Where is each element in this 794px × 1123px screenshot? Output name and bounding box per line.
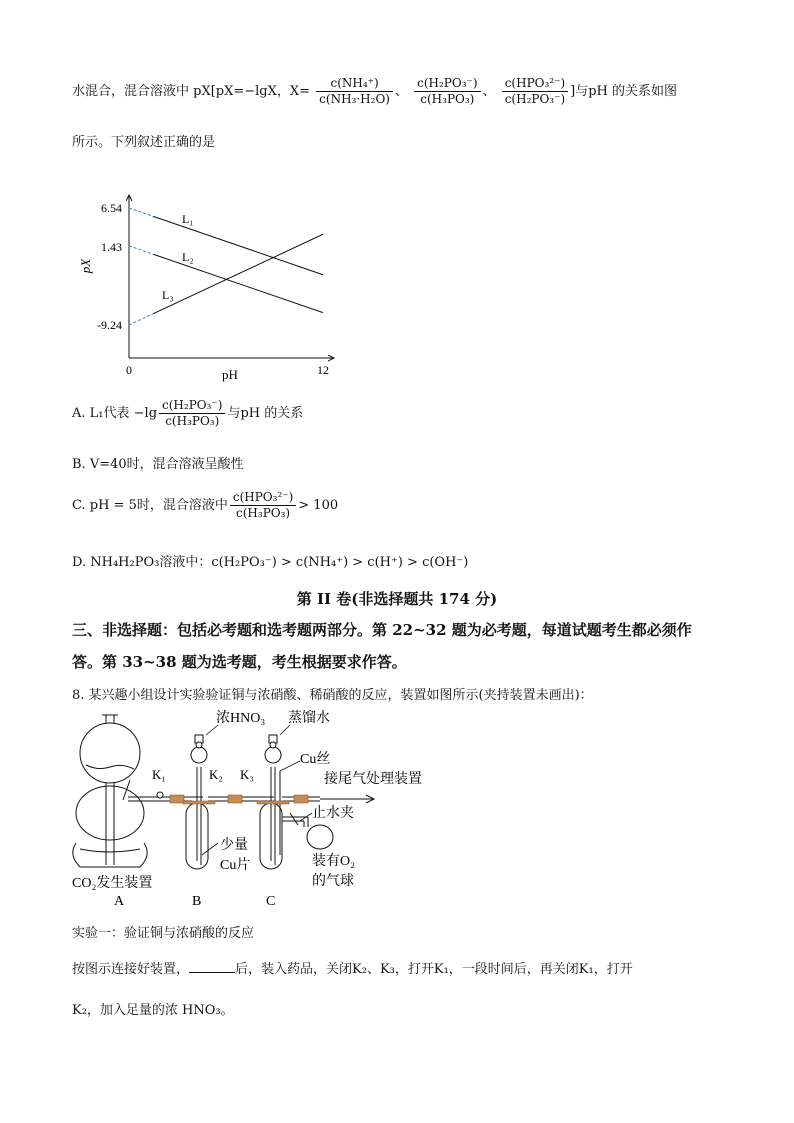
dropping-funnel-c	[265, 747, 281, 763]
kipp-middle-bulb	[76, 786, 144, 840]
option-a-suffix: 与pH 的关系	[227, 406, 304, 421]
dropping-funnel-b	[191, 747, 207, 763]
experiment-1-line-2: K₂，加入足量的浓 HNO₃。	[72, 1003, 234, 1018]
separator: 、	[482, 84, 496, 99]
y-axis-label: pX	[78, 258, 93, 274]
label-b: B	[192, 894, 202, 909]
series-l3-dashed	[129, 314, 153, 325]
intro-suffix: ]与pH 的关系如图	[570, 84, 677, 99]
fraction-denominator: c(H₂PO₃⁻)	[504, 92, 566, 106]
y-tick-label: -9.24	[97, 318, 122, 332]
separator: 、	[394, 84, 408, 99]
series-label-l2: L₂	[182, 250, 194, 264]
label-cu-piece: Cu片	[220, 858, 251, 873]
fraction-nh4	[316, 76, 393, 107]
label-conc-hno3: 浓HNO₃	[216, 711, 266, 726]
exp-text: 按图示连接好装置，	[72, 962, 190, 977]
label-k1: K₁	[152, 767, 166, 782]
series-l3-line	[153, 234, 323, 313]
option-letter: C.	[72, 498, 86, 513]
question-8-intro: 8. 某兴趣小组设计实验验证铜与浓硝酸、稀硝酸的反应，装置如图所示(夹持装置未画出)：	[72, 688, 593, 703]
px-ph-chart	[72, 190, 342, 385]
fraction-hpo3	[502, 76, 568, 107]
option-letter: B.	[72, 457, 86, 472]
question-intro-line	[72, 76, 677, 107]
label-k3: K₃	[240, 767, 254, 782]
section-instructions-line-1: 三、非选择题：包括必考题和选考题两部分。第 22~32 题为必考题，每道试题考生都必须作	[72, 621, 692, 639]
apparatus-diagram	[68, 705, 448, 910]
kipp-bottom-bulb	[73, 843, 147, 867]
option-b-text: V=40时，混合溶液呈酸性	[89, 457, 244, 472]
stopper	[257, 801, 289, 804]
valve-k1-icon	[157, 792, 163, 798]
fraction-denominator: c(NH₃·H₂O)	[319, 92, 390, 106]
x-tick-label: 12	[317, 363, 329, 377]
kipp-top-bulb	[80, 723, 140, 783]
label-co2-generator: CO₂发生装置	[72, 876, 153, 891]
option-letter: A.	[72, 406, 86, 421]
label-tail-gas: 接尾气处理装置	[324, 772, 422, 787]
fraction-numerator: c(H₂PO₃⁻)	[159, 398, 225, 414]
valve-k3-icon	[270, 742, 276, 748]
experiment-1-line-1	[72, 958, 633, 977]
intro-prefix: 水混合，混合溶液中 pX[pX=−lgX，X=	[72, 84, 311, 99]
option-c-prefix: pH = 5时，混合溶液中	[89, 498, 228, 513]
option-d-text: NH₄H₂PO₃溶液中：c(H₂PO₃⁻) > c(NH₄⁺) > c(H⁺) > c(OH⁻)	[90, 555, 469, 570]
label-o2-balloon-2: 的气球	[312, 874, 354, 889]
oxygen-balloon	[307, 825, 333, 849]
fraction-h2po3	[414, 76, 480, 107]
label-little: 少量	[220, 838, 248, 853]
series-l2-line	[153, 254, 323, 312]
label-k2: K₂	[209, 767, 223, 782]
option-a[interactable]	[72, 398, 303, 429]
label-cu-wire: Cu丝	[300, 752, 331, 767]
series-l2-dashed	[129, 246, 153, 254]
rubber-tube	[228, 795, 242, 803]
y-tick-label: 1.43	[101, 240, 122, 254]
series-l1-line	[153, 216, 323, 274]
option-letter: D.	[72, 555, 87, 570]
fraction-numerator: c(HPO₃²⁻)	[230, 490, 296, 506]
x-tick-label: 0	[126, 363, 132, 377]
label-a: A	[114, 894, 125, 909]
option-c-suffix: > 100	[298, 498, 339, 513]
option-a-prefix: L₁代表 −lg	[89, 406, 158, 421]
series-label-l1: L₁	[182, 212, 194, 226]
intro-line-2: 所示。下列叙述正确的是	[72, 135, 216, 150]
fraction-denominator: c(H₃PO₃)	[420, 92, 475, 106]
exp-text: 后，装入药品，关闭K₂、K₃，打开K₁，一段时间后，再关闭K₁，打开	[235, 962, 633, 977]
fraction-numerator: c(HPO₃²⁻)	[502, 76, 568, 92]
label-distilled-water: 蒸馏水	[288, 711, 330, 726]
option-c[interactable]	[72, 490, 338, 521]
fraction-numerator: c(H₂PO₃⁻)	[414, 76, 480, 92]
rubber-tube	[294, 795, 308, 803]
clamp-icon	[290, 813, 298, 825]
section-title: 第 II 卷(非选择题共 174 分)	[296, 590, 498, 608]
label-o2-balloon-1: 装有O₂	[312, 854, 355, 869]
fraction-denominator: c(H₃PO₃)	[236, 506, 291, 520]
fraction-denominator: c(H₃PO₃)	[165, 414, 220, 428]
rubber-tube	[170, 795, 184, 803]
fraction	[159, 398, 225, 429]
stopper	[183, 801, 215, 804]
label-clamp: 止水夹	[312, 806, 354, 821]
series-label-l3: L₃	[162, 288, 174, 302]
x-axis-label: pH	[222, 367, 238, 382]
y-tick-label: 6.54	[101, 201, 122, 215]
experiment-1-title: 实验一：验证铜与浓硝酸的反应	[72, 926, 255, 941]
valve-k2-icon	[196, 742, 202, 748]
answer-blank[interactable]	[189, 960, 235, 973]
label-c: C	[266, 894, 276, 909]
section-instructions-line-2: 答。第 33~38 题为选考题，考生根据要求作答。	[72, 653, 407, 671]
fraction-numerator: c(NH₄⁺)	[316, 76, 393, 92]
series-l1-dashed	[129, 208, 153, 216]
fraction	[230, 490, 296, 521]
option-d[interactable]	[72, 551, 468, 570]
option-b[interactable]	[72, 453, 244, 472]
